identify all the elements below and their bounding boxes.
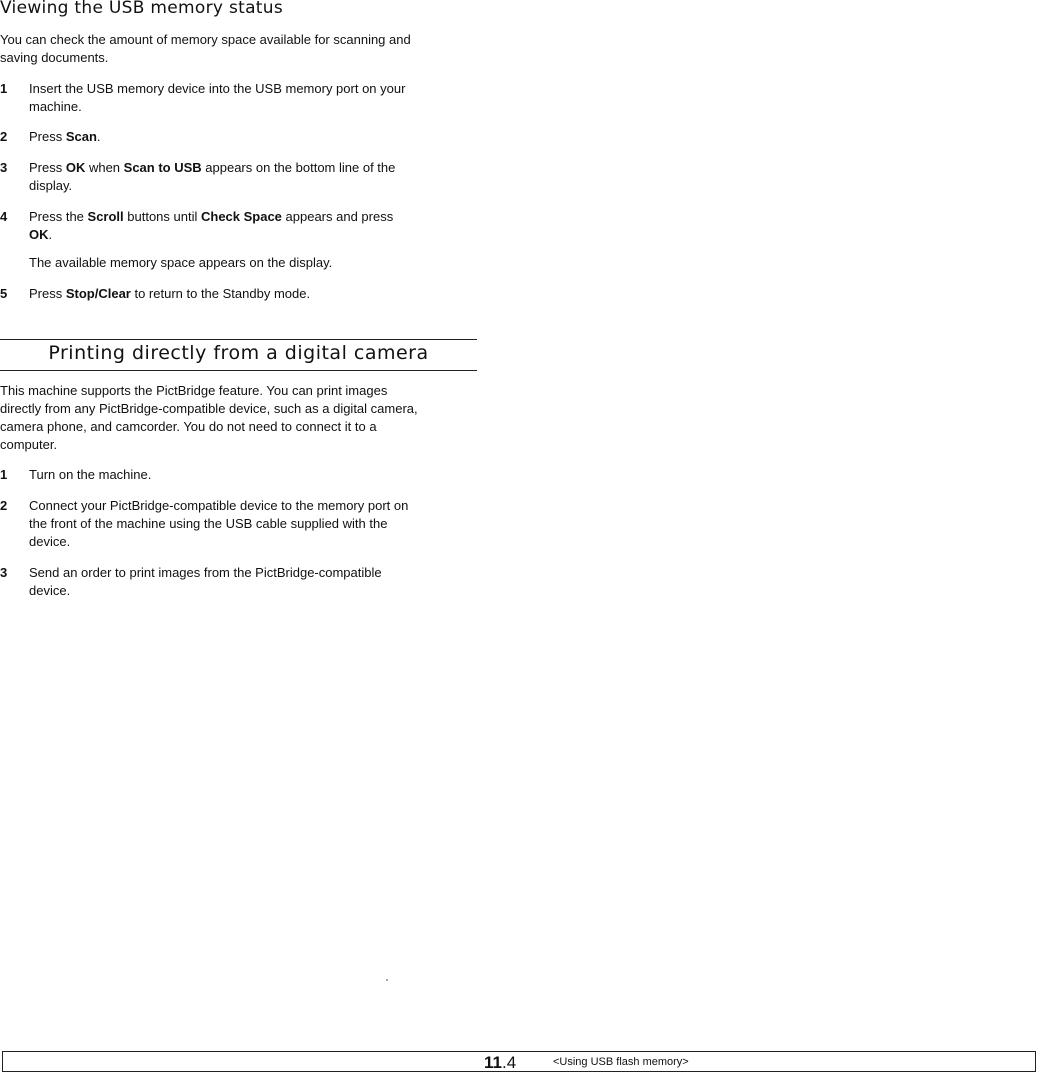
- key-ok: OK: [29, 227, 49, 242]
- section-intro: You can check the amount of memory space available for scanning and saving documents.: [0, 32, 411, 65]
- key-ok: OK: [65, 160, 86, 175]
- step-number: 3: [0, 160, 8, 175]
- scan-speck: [386, 979, 388, 981]
- page-number: 11.4: [484, 1053, 517, 1072]
- step-note: The available memory space appears on the display.: [29, 255, 333, 270]
- section-title-usb-status: Viewing the USB memory status: [0, 0, 284, 18]
- page-footer: [2, 1051, 1036, 1072]
- step-number: 1: [0, 81, 8, 96]
- key-scan: Scan: [65, 129, 97, 144]
- chapter-label: <Using USB flash memory>: [553, 1056, 689, 1068]
- menu-scan-to-usb: Scan to USB: [123, 160, 202, 175]
- section-title-pictbridge: Printing directly from a digital camera: [48, 342, 429, 364]
- step-number: 2: [0, 498, 8, 513]
- key-stop-clear: Stop/Clear: [65, 286, 131, 301]
- step-number: 1: [0, 467, 8, 482]
- step-number: 3: [0, 565, 8, 580]
- step-number: 2: [0, 129, 8, 144]
- key-scroll: Scroll: [87, 209, 124, 224]
- step-number: 5: [0, 286, 8, 301]
- heading-rule-top: [0, 339, 477, 340]
- step-number: 4: [0, 209, 8, 224]
- menu-check-space: Check Space: [200, 209, 282, 224]
- heading-rule-bottom: [0, 370, 477, 371]
- section-intro: This machine supports the PictBridge feature. You can print images directly from any PictBridge-compatible device, such as a digital camera, camera phone, and camcorder. You do not need to connect it to a computer.: [0, 383, 418, 452]
